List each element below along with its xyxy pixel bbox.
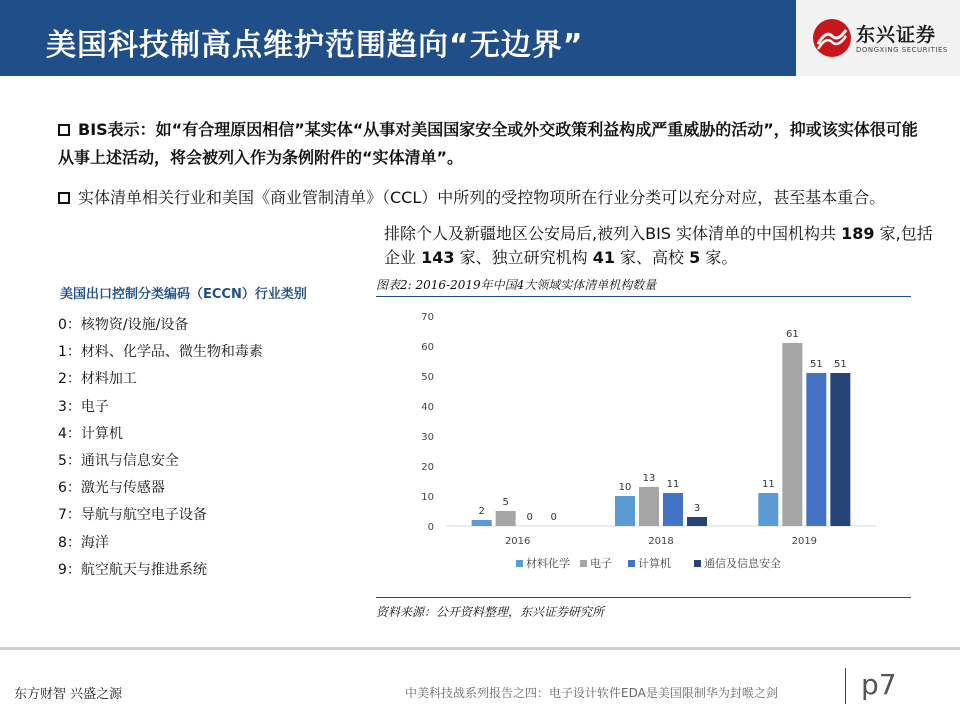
data-label: 3 bbox=[693, 503, 701, 514]
bar bbox=[472, 520, 492, 526]
list-item: 6：激光与传感器 bbox=[58, 480, 165, 497]
legend-label: 电子 bbox=[590, 557, 612, 570]
data-label: 0 bbox=[550, 512, 557, 523]
logo-text-en: DONGXING SECURITIES bbox=[856, 46, 948, 54]
enterprise-count: 143 bbox=[421, 248, 455, 267]
list-item: 9：航空航天与推进系统 bbox=[58, 561, 207, 578]
bar bbox=[496, 511, 516, 526]
bullet-square-icon bbox=[58, 192, 70, 204]
total-count: 189 bbox=[841, 224, 875, 243]
y-tick-label: 70 bbox=[421, 312, 434, 323]
y-tick-label: 0 bbox=[427, 522, 434, 533]
chart-canvas bbox=[376, 298, 911, 596]
list-item: 1：材料、化学品、微生物和毒素 bbox=[58, 344, 263, 361]
summary-text: 家、高校 bbox=[614, 248, 690, 267]
list-item: 3：电子 bbox=[58, 398, 109, 415]
bar bbox=[782, 343, 802, 526]
y-tick-label: 20 bbox=[421, 462, 434, 473]
legend-swatch bbox=[516, 560, 523, 567]
institute-count: 41 bbox=[592, 248, 615, 267]
bar bbox=[663, 493, 683, 526]
legend-swatch bbox=[580, 560, 587, 567]
eccn-list bbox=[58, 312, 263, 584]
logo-text-cn: 东兴证券 bbox=[856, 24, 937, 46]
university-count: 5 bbox=[689, 248, 701, 267]
header bbox=[0, 0, 960, 76]
bar bbox=[758, 493, 778, 526]
logo-emblem-icon bbox=[812, 18, 852, 58]
data-label: 51 bbox=[809, 359, 823, 370]
y-tick-label: 50 bbox=[421, 372, 434, 383]
data-label: 51 bbox=[833, 359, 847, 370]
bullet-ccl bbox=[58, 184, 918, 212]
bar bbox=[806, 373, 826, 526]
data-label: 5 bbox=[502, 497, 509, 508]
list-item: 8：海洋 bbox=[58, 534, 109, 551]
x-tick-label: 2019 bbox=[791, 536, 818, 547]
list-item: 0：核物资/设施/设备 bbox=[58, 317, 189, 333]
legend-label: 计算机 bbox=[638, 557, 671, 570]
data-label: 13 bbox=[642, 473, 656, 484]
logo bbox=[796, 0, 960, 76]
legend-label: 通信及信息安全 bbox=[704, 557, 781, 570]
data-label: 11 bbox=[761, 479, 775, 490]
bullet-bis bbox=[58, 116, 918, 172]
page-title: 美国科技制高点维护范围趋向“无边界” bbox=[46, 28, 584, 63]
entity-summary bbox=[384, 222, 934, 270]
figure-caption: 图表2: 2016-2019年中国4大领域实体清单机构数量 bbox=[376, 278, 657, 292]
summary-text: 家、独立研究机构 bbox=[454, 248, 593, 267]
footer-rule bbox=[0, 647, 960, 650]
list-item: 5：通讯与信息安全 bbox=[58, 453, 179, 470]
summary-text: 排除个人及新疆地区公安局后,被列入BIS 实体清单的中国机构共 bbox=[384, 224, 842, 243]
figure-rule-top bbox=[376, 296, 911, 297]
bullet-text: 实体清单相关行业和美国《商业管制清单》（CCL）中所列的受控物项所在行业分类可以充分对应，甚至基本重合。 bbox=[78, 188, 886, 207]
figure-rule-bottom bbox=[376, 597, 911, 598]
x-tick-label: 2016 bbox=[504, 536, 531, 547]
bar bbox=[615, 496, 635, 526]
y-tick-label: 10 bbox=[421, 492, 434, 503]
bar bbox=[687, 517, 707, 526]
bar-chart bbox=[376, 298, 911, 596]
figure-source: 资料来源：公开资料整理，东兴证券研究所 bbox=[376, 605, 605, 619]
footer-slogan: 东方财智 兴盛之源 bbox=[14, 687, 123, 702]
y-tick-label: 30 bbox=[421, 432, 434, 443]
bar bbox=[639, 487, 659, 526]
summary-text: 家。 bbox=[700, 248, 738, 267]
data-label: 61 bbox=[785, 329, 799, 340]
x-tick-label: 2018 bbox=[648, 536, 674, 547]
data-label: 0 bbox=[526, 512, 533, 523]
bullet-text: BIS表示：如“有合理原因相信”某实体“从事对美国国家安全或外交政策利益构成严重威胁的活动”，抑或该实体很可能从事上述活动，将会被列入作为条例附件的“实体清单”。 bbox=[58, 120, 918, 167]
data-label: 10 bbox=[618, 482, 632, 493]
y-tick-label: 60 bbox=[421, 342, 434, 353]
list-item: 7：导航与航空电子设备 bbox=[58, 507, 207, 524]
summary-text: 家,包括企业 bbox=[384, 224, 933, 267]
y-tick-label: 40 bbox=[421, 402, 434, 413]
list-item: 4：计算机 bbox=[58, 425, 123, 442]
data-label: 2 bbox=[478, 506, 485, 517]
bar bbox=[830, 373, 850, 526]
legend-label: 材料化学 bbox=[526, 557, 570, 570]
list-item: 2：材料加工 bbox=[58, 371, 137, 388]
legend-swatch bbox=[694, 560, 701, 567]
legend-swatch bbox=[628, 560, 635, 567]
eccn-title: 美国出口控制分类编码（ECCN）行业类别 bbox=[60, 287, 307, 302]
data-label: 11 bbox=[666, 479, 680, 490]
bullet-square-icon bbox=[58, 124, 70, 136]
footer-divider bbox=[845, 668, 846, 704]
page-number: p7 bbox=[861, 668, 897, 701]
footer-report-title: 中美科技战系列报告之四：电子设计软件EDA是美国限制华为封喉之剑 bbox=[405, 686, 778, 700]
